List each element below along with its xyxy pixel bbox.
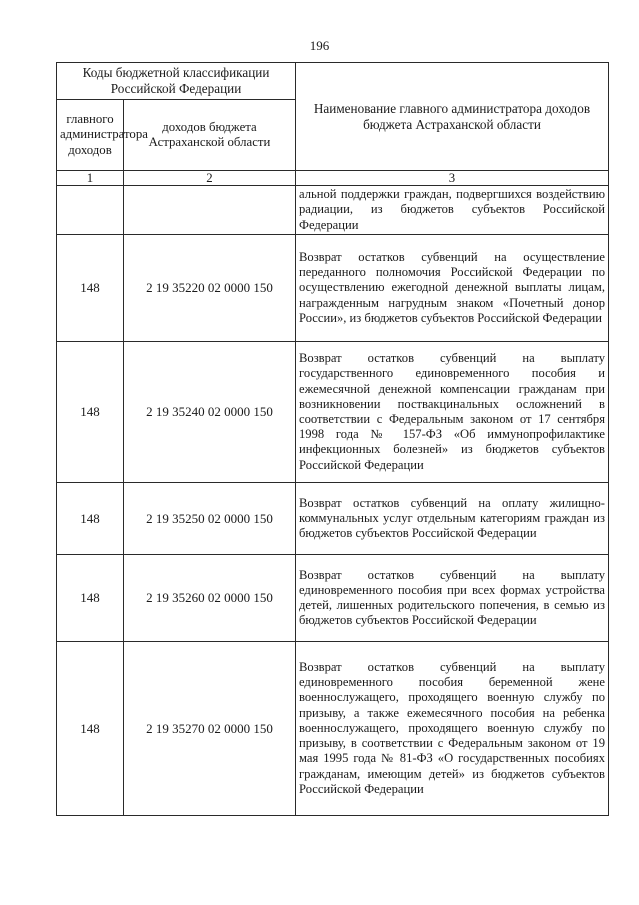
table-row — [57, 342, 609, 483]
budget-classification-table — [56, 62, 609, 816]
description-cell: Возврат остатков субвенций на выплату государственного единовременного пособия и ежемесячной денежной компенсации гражданам при возникновении поствакцинальных осложнений в соответствии с Федеральным законом от 17 сентября 1998 года № 157-ФЗ «Об иммунопрофилактике инфекционных болезней» из бюджетов субъектов Российской Федерации — [296, 342, 609, 483]
income-code-cell: 2 19 35220 02 0000 150 — [124, 235, 296, 342]
table-row — [57, 555, 609, 642]
table-row — [57, 483, 609, 555]
admin-code-cell: 148 — [57, 642, 124, 816]
admin-code-cell — [57, 186, 124, 235]
column-number: 2 — [124, 171, 296, 186]
income-code-cell — [124, 186, 296, 235]
column-number: 3 — [296, 171, 609, 186]
admin-code-cell: 148 — [57, 342, 124, 483]
description-cell: Возврат остатков субвенций на выплату единовременного пособия беременной жене военнослужащего, проходящего военную службу по призыву, а также ежемесячного пособия на ребенка военнослужащего, проходящего военную службу по призыву, в соответствии с Федеральным законом от 19 мая 1995 года № 81-ФЗ «О государственных пособиях гражданам, имеющим детей» из бюджетов субъектов Российской Федерации — [296, 642, 609, 816]
admin-code-cell: 148 — [57, 483, 124, 555]
column-number: 1 — [57, 171, 124, 186]
table-row — [57, 186, 609, 235]
page-number: 196 — [309, 38, 330, 53]
header-name-column: Наименование главного администратора доходов бюджета Астраханской области — [296, 63, 609, 171]
table-row — [57, 642, 609, 816]
description-cell: Возврат остатков субвенций на оплату жилищно-коммунальных услуг отдельным категориям граждан из бюджетов субъектов Российской Федерации — [296, 483, 609, 555]
table-row — [57, 235, 609, 342]
income-code-cell: 2 19 35270 02 0000 150 — [124, 642, 296, 816]
description-cell: Возврат остатков субвенций на осуществление переданного полномочия Российской Федерации по осуществлению ежегодной денежной выплаты лицам, награжденным нагрудным знаком «Почетный донор России», из бюджетов субъектов Российской Федерации — [296, 235, 609, 342]
description-cell: Возврат остатков субвенций на выплату единовременного пособия при всех формах устройства детей, лишенных родительского попечения, в семью из бюджетов субъектов Российской Федерации — [296, 555, 609, 642]
income-code-cell: 2 19 35260 02 0000 150 — [124, 555, 296, 642]
income-code-cell: 2 19 35240 02 0000 150 — [124, 342, 296, 483]
admin-code-cell: 148 — [57, 235, 124, 342]
description-cell: альной поддержки граждан, подвергшихся воздействию радиации, из бюджетов субъектов Российской Федерации — [296, 186, 609, 235]
header-admin-column: главного администратора доходов — [57, 100, 124, 171]
admin-code-cell: 148 — [57, 555, 124, 642]
income-code-cell: 2 19 35250 02 0000 150 — [124, 483, 296, 555]
header-income-column: доходов бюджета Астраханской области — [124, 100, 296, 171]
header-codes-group: Коды бюджетной классификации Российской Федерации — [57, 63, 296, 100]
